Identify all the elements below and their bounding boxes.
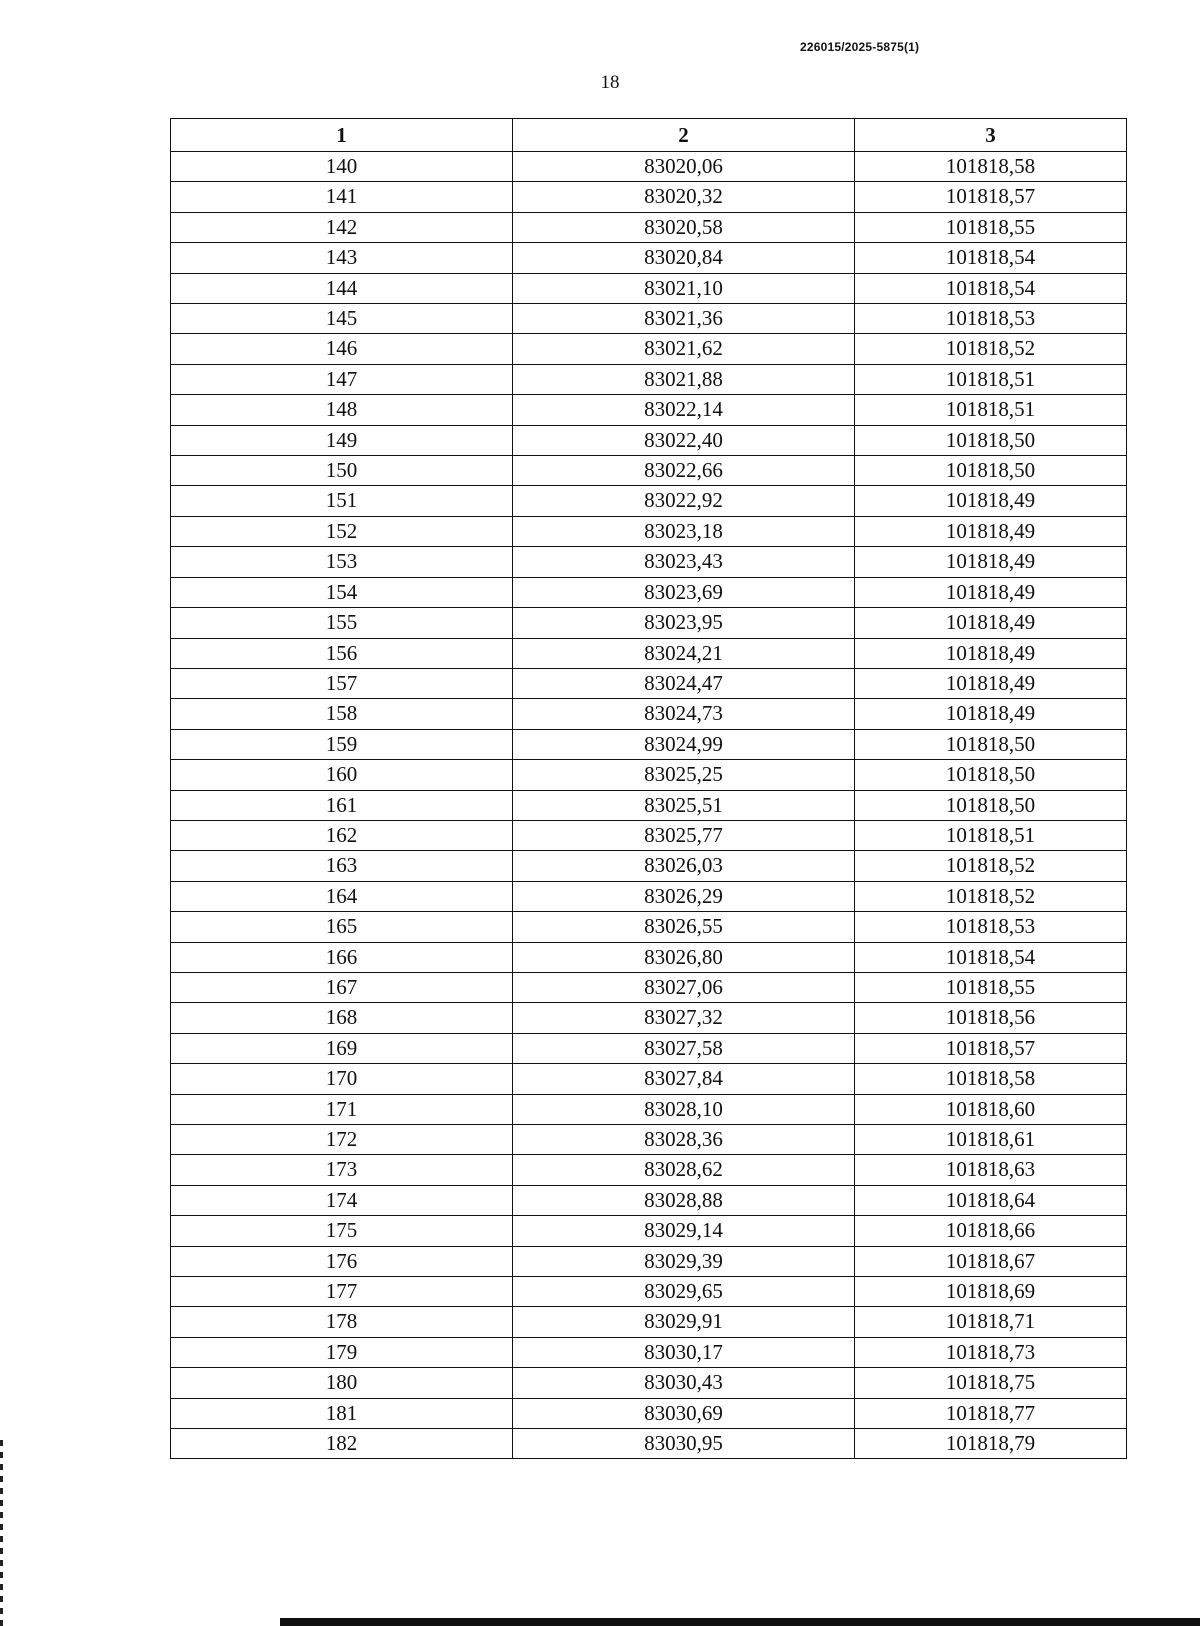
x-coordinate-cell: 83022,92 <box>513 486 855 516</box>
table-row <box>171 456 1127 486</box>
point-number-cell: 149 <box>171 425 513 455</box>
table-row <box>171 425 1127 455</box>
x-coordinate-cell: 83030,95 <box>513 1429 855 1459</box>
x-coordinate-cell: 83029,65 <box>513 1277 855 1307</box>
table-row <box>171 547 1127 577</box>
table-row <box>171 152 1127 182</box>
point-number-cell: 177 <box>171 1277 513 1307</box>
point-number-cell: 160 <box>171 760 513 790</box>
y-coordinate-cell: 101818,53 <box>855 304 1127 334</box>
table-row <box>171 608 1127 638</box>
y-coordinate-cell: 101818,56 <box>855 1003 1127 1033</box>
point-number-cell: 168 <box>171 1003 513 1033</box>
point-number-cell: 167 <box>171 972 513 1002</box>
x-coordinate-cell: 83025,51 <box>513 790 855 820</box>
x-coordinate-cell: 83028,88 <box>513 1185 855 1215</box>
x-coordinate-cell: 83028,62 <box>513 1155 855 1185</box>
x-coordinate-cell: 83022,66 <box>513 456 855 486</box>
table-row <box>171 1368 1127 1398</box>
point-number-cell: 172 <box>171 1125 513 1155</box>
table-row <box>171 699 1127 729</box>
x-coordinate-cell: 83027,84 <box>513 1064 855 1094</box>
table-row <box>171 273 1127 303</box>
y-coordinate-cell: 101818,49 <box>855 516 1127 546</box>
y-coordinate-cell: 101818,54 <box>855 273 1127 303</box>
table-row <box>171 1429 1127 1459</box>
table-body <box>171 152 1127 1459</box>
y-coordinate-cell: 101818,52 <box>855 851 1127 881</box>
y-coordinate-cell: 101818,49 <box>855 577 1127 607</box>
point-number-cell: 158 <box>171 699 513 729</box>
y-coordinate-cell: 101818,79 <box>855 1429 1127 1459</box>
point-number-cell: 173 <box>171 1155 513 1185</box>
x-coordinate-cell: 83025,25 <box>513 760 855 790</box>
point-number-cell: 161 <box>171 790 513 820</box>
y-coordinate-cell: 101818,69 <box>855 1277 1127 1307</box>
x-coordinate-cell: 83026,55 <box>513 912 855 942</box>
table-row <box>171 912 1127 942</box>
table-row <box>171 1398 1127 1428</box>
point-number-cell: 145 <box>171 304 513 334</box>
table-row <box>171 516 1127 546</box>
y-coordinate-cell: 101818,50 <box>855 760 1127 790</box>
point-number-cell: 143 <box>171 243 513 273</box>
point-number-cell: 156 <box>171 638 513 668</box>
y-coordinate-cell: 101818,50 <box>855 729 1127 759</box>
x-coordinate-cell: 83021,10 <box>513 273 855 303</box>
x-coordinate-cell: 83024,21 <box>513 638 855 668</box>
y-coordinate-cell: 101818,73 <box>855 1337 1127 1367</box>
x-coordinate-cell: 83020,32 <box>513 182 855 212</box>
x-coordinate-cell: 83029,91 <box>513 1307 855 1337</box>
point-number-cell: 163 <box>171 851 513 881</box>
point-number-cell: 147 <box>171 364 513 394</box>
point-number-cell: 178 <box>171 1307 513 1337</box>
y-coordinate-cell: 101818,66 <box>855 1216 1127 1246</box>
x-coordinate-cell: 83027,06 <box>513 972 855 1002</box>
x-coordinate-cell: 83023,69 <box>513 577 855 607</box>
table-row <box>171 1246 1127 1276</box>
bottom-scan-rule <box>280 1618 1200 1626</box>
x-coordinate-cell: 83030,17 <box>513 1337 855 1367</box>
y-coordinate-cell: 101818,57 <box>855 182 1127 212</box>
table-row <box>171 1185 1127 1215</box>
table-row <box>171 729 1127 759</box>
x-coordinate-cell: 83021,88 <box>513 364 855 394</box>
x-coordinate-cell: 83027,58 <box>513 1033 855 1063</box>
table-row <box>171 790 1127 820</box>
point-number-cell: 155 <box>171 608 513 638</box>
point-number-cell: 179 <box>171 1337 513 1367</box>
table-row <box>171 760 1127 790</box>
y-coordinate-cell: 101818,51 <box>855 820 1127 850</box>
y-coordinate-cell: 101818,54 <box>855 243 1127 273</box>
y-coordinate-cell: 101818,64 <box>855 1185 1127 1215</box>
table-row <box>171 1033 1127 1063</box>
table-row <box>171 1125 1127 1155</box>
y-coordinate-cell: 101818,53 <box>855 912 1127 942</box>
point-number-cell: 180 <box>171 1368 513 1398</box>
x-coordinate-cell: 83030,69 <box>513 1398 855 1428</box>
point-number-cell: 157 <box>171 668 513 698</box>
point-number-cell: 171 <box>171 1094 513 1124</box>
y-coordinate-cell: 101818,49 <box>855 638 1127 668</box>
point-number-cell: 162 <box>171 820 513 850</box>
column-header: 1 <box>171 119 513 152</box>
point-number-cell: 170 <box>171 1064 513 1094</box>
y-coordinate-cell: 101818,63 <box>855 1155 1127 1185</box>
table-row <box>171 1216 1127 1246</box>
x-coordinate-cell: 83030,43 <box>513 1368 855 1398</box>
point-number-cell: 169 <box>171 1033 513 1063</box>
y-coordinate-cell: 101818,50 <box>855 425 1127 455</box>
table-row <box>171 486 1127 516</box>
table-row <box>171 820 1127 850</box>
y-coordinate-cell: 101818,51 <box>855 364 1127 394</box>
point-number-cell: 152 <box>171 516 513 546</box>
y-coordinate-cell: 101818,49 <box>855 699 1127 729</box>
x-coordinate-cell: 83024,47 <box>513 668 855 698</box>
y-coordinate-cell: 101818,61 <box>855 1125 1127 1155</box>
y-coordinate-cell: 101818,51 <box>855 395 1127 425</box>
point-number-cell: 142 <box>171 212 513 242</box>
table-row <box>171 182 1127 212</box>
column-header: 3 <box>855 119 1127 152</box>
table-row <box>171 1064 1127 1094</box>
y-coordinate-cell: 101818,67 <box>855 1246 1127 1276</box>
y-coordinate-cell: 101818,58 <box>855 1064 1127 1094</box>
table-row <box>171 212 1127 242</box>
x-coordinate-cell: 83027,32 <box>513 1003 855 1033</box>
y-coordinate-cell: 101818,49 <box>855 608 1127 638</box>
table-row <box>171 1094 1127 1124</box>
point-number-cell: 164 <box>171 881 513 911</box>
y-coordinate-cell: 101818,58 <box>855 152 1127 182</box>
point-number-cell: 141 <box>171 182 513 212</box>
y-coordinate-cell: 101818,55 <box>855 212 1127 242</box>
y-coordinate-cell: 101818,49 <box>855 486 1127 516</box>
table-row <box>171 304 1127 334</box>
y-coordinate-cell: 101818,52 <box>855 881 1127 911</box>
table-row <box>171 1307 1127 1337</box>
x-coordinate-cell: 83028,10 <box>513 1094 855 1124</box>
point-number-cell: 175 <box>171 1216 513 1246</box>
y-coordinate-cell: 101818,49 <box>855 547 1127 577</box>
table-row <box>171 1277 1127 1307</box>
point-number-cell: 181 <box>171 1398 513 1428</box>
x-coordinate-cell: 83026,29 <box>513 881 855 911</box>
y-coordinate-cell: 101818,60 <box>855 1094 1127 1124</box>
x-coordinate-cell: 83024,73 <box>513 699 855 729</box>
point-number-cell: 154 <box>171 577 513 607</box>
x-coordinate-cell: 83023,43 <box>513 547 855 577</box>
point-number-cell: 144 <box>171 273 513 303</box>
table-row <box>171 942 1127 972</box>
table-row <box>171 1337 1127 1367</box>
table-row <box>171 638 1127 668</box>
point-number-cell: 151 <box>171 486 513 516</box>
x-coordinate-cell: 83020,84 <box>513 243 855 273</box>
point-number-cell: 166 <box>171 942 513 972</box>
point-number-cell: 148 <box>171 395 513 425</box>
table-row <box>171 1003 1127 1033</box>
coordinates-table <box>170 118 1127 1459</box>
table-row <box>171 668 1127 698</box>
y-coordinate-cell: 101818,77 <box>855 1398 1127 1428</box>
point-number-cell: 150 <box>171 456 513 486</box>
point-number-cell: 182 <box>171 1429 513 1459</box>
point-number-cell: 176 <box>171 1246 513 1276</box>
table-row <box>171 364 1127 394</box>
coordinates-table-container <box>170 118 1126 1459</box>
point-number-cell: 165 <box>171 912 513 942</box>
y-coordinate-cell: 101818,50 <box>855 456 1127 486</box>
table-row <box>171 1155 1127 1185</box>
y-coordinate-cell: 101818,57 <box>855 1033 1127 1063</box>
column-header: 2 <box>513 119 855 152</box>
x-coordinate-cell: 83023,95 <box>513 608 855 638</box>
x-coordinate-cell: 83022,14 <box>513 395 855 425</box>
x-coordinate-cell: 83021,36 <box>513 304 855 334</box>
table-row <box>171 881 1127 911</box>
document-number: 226015/2025-5875(1) <box>800 40 920 54</box>
scan-edge-marks <box>0 1440 3 1626</box>
point-number-cell: 146 <box>171 334 513 364</box>
page-number: 18 <box>600 72 620 93</box>
x-coordinate-cell: 83026,80 <box>513 942 855 972</box>
point-number-cell: 159 <box>171 729 513 759</box>
y-coordinate-cell: 101818,52 <box>855 334 1127 364</box>
table-row <box>171 334 1127 364</box>
x-coordinate-cell: 83026,03 <box>513 851 855 881</box>
x-coordinate-cell: 83020,06 <box>513 152 855 182</box>
table-row <box>171 243 1127 273</box>
table-row <box>171 395 1127 425</box>
table-header-row <box>171 119 1127 152</box>
point-number-cell: 174 <box>171 1185 513 1215</box>
x-coordinate-cell: 83022,40 <box>513 425 855 455</box>
y-coordinate-cell: 101818,75 <box>855 1368 1127 1398</box>
point-number-cell: 153 <box>171 547 513 577</box>
x-coordinate-cell: 83024,99 <box>513 729 855 759</box>
y-coordinate-cell: 101818,49 <box>855 668 1127 698</box>
y-coordinate-cell: 101818,54 <box>855 942 1127 972</box>
y-coordinate-cell: 101818,71 <box>855 1307 1127 1337</box>
x-coordinate-cell: 83029,14 <box>513 1216 855 1246</box>
x-coordinate-cell: 83025,77 <box>513 820 855 850</box>
x-coordinate-cell: 83020,58 <box>513 212 855 242</box>
x-coordinate-cell: 83029,39 <box>513 1246 855 1276</box>
table-row <box>171 972 1127 1002</box>
x-coordinate-cell: 83021,62 <box>513 334 855 364</box>
point-number-cell: 140 <box>171 152 513 182</box>
x-coordinate-cell: 83023,18 <box>513 516 855 546</box>
x-coordinate-cell: 83028,36 <box>513 1125 855 1155</box>
table-row <box>171 577 1127 607</box>
y-coordinate-cell: 101818,50 <box>855 790 1127 820</box>
table-row <box>171 851 1127 881</box>
y-coordinate-cell: 101818,55 <box>855 972 1127 1002</box>
